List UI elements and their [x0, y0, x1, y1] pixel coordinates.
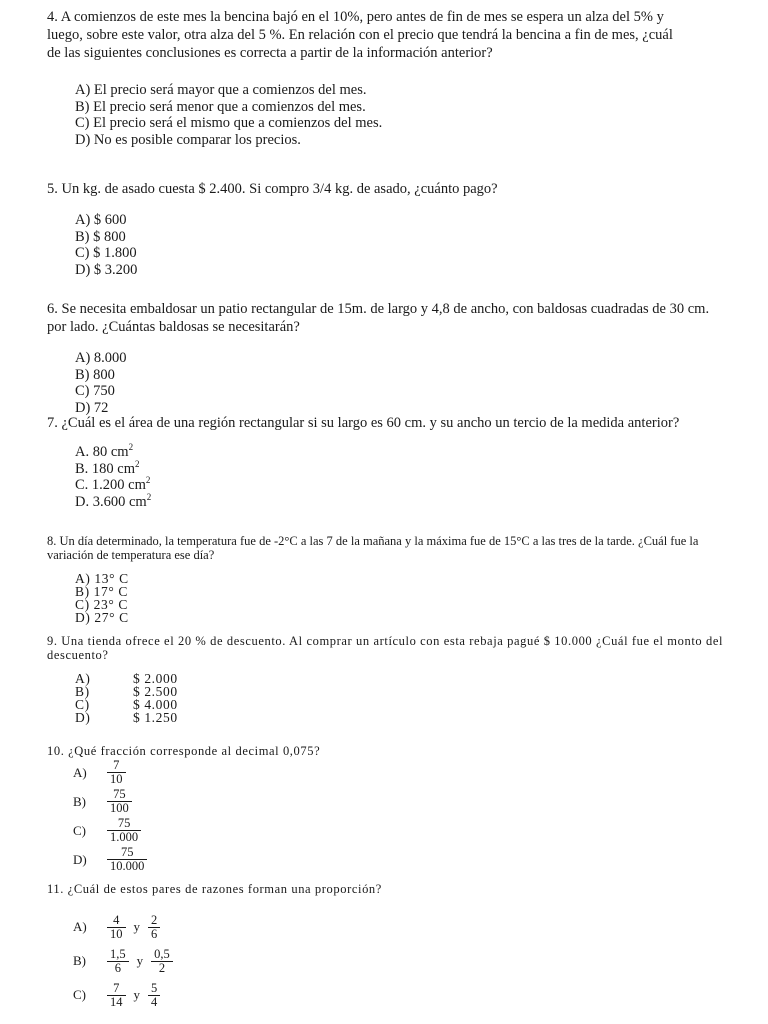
question-11-options — [47, 910, 547, 1012]
question-8-options — [47, 572, 737, 624]
question-9-options — [47, 672, 737, 724]
option-c[interactable]: C) $ 1.800 — [75, 245, 137, 261]
option-d[interactable]: D) No es posible comparar los precios. — [75, 131, 301, 148]
option-c[interactable]: C) $\frac{7}{14}$ y $\frac{5}{4}$ — [73, 978, 547, 1012]
question-6-options — [47, 350, 727, 416]
fraction: $\frac{0,5}{2}$ — [151, 948, 173, 975]
question-11 — [47, 882, 547, 1012]
option-b[interactable]: B. 180 $cm^2$ — [75, 458, 140, 477]
question-5-options — [47, 212, 707, 278]
question-4-options — [47, 82, 687, 148]
question-4 — [47, 8, 687, 148]
question-11-stem: 11. ¿Cuál de estos pares de razones forman una proporción? — [47, 882, 382, 896]
option-b[interactable]: B) 800 — [75, 366, 115, 383]
option-a[interactable]: A) 8.000 — [75, 350, 127, 366]
question-7 — [47, 414, 765, 510]
question-5-stem: 5. Un kg. de asado cuesta $ 2.400. Si compro 3/4 kg. de asado, ¿cuánto pago? — [47, 181, 498, 197]
option-a[interactable]: A) $\frac{7}{10}$ — [73, 758, 547, 787]
option-c[interactable]: C) $ 4.000 — [75, 697, 178, 712]
option-c[interactable]: C) $\frac{75}{1.000}$ — [73, 816, 547, 845]
option-a[interactable]: A. 80 $cm^2$ — [75, 442, 134, 460]
option-d[interactable]: D) $\frac{75}{10.000}$ — [73, 845, 547, 874]
question-7-options — [47, 444, 765, 510]
option-a[interactable]: A) $\frac{4}{10}$ y $\frac{2}{6}$ — [73, 910, 547, 944]
question-10 — [47, 744, 547, 874]
option-c[interactable]: C) El precio será el mismo que a comienzos del mes. — [75, 115, 383, 131]
option-d[interactable]: D) 72 — [75, 399, 109, 416]
fraction: $\frac{5}{4}$ — [148, 982, 160, 1009]
option-a[interactable]: A) El precio será mayor que a comienzos del mes. — [75, 82, 367, 98]
question-4-stem: 4. A comienzos de este mes la bencina bajó en el 10%, pero antes de fin de mes se espera un alza del 5% y luego, sobre este valor, otra alza del 5 %. En relación con el precio que tendrá la bencina a fin de mes, ¿cuál de las siguientes conclusiones es correcta a partir de la información anterior? — [47, 9, 673, 61]
option-d[interactable]: D) $ 3.200 — [75, 261, 138, 278]
option-c[interactable]: C) 23° C — [75, 597, 128, 612]
option-b[interactable]: B) El precio será menor que a comienzos del mes. — [75, 98, 366, 115]
question-9 — [47, 634, 737, 724]
question-8-stem: 8. Un día determinado, la temperatura fue de -2°C a las 7 de la mañana y la máxima fue de 15°C a las tres de la tarde. ¿Cuál fue la variación de temperatura ese día? — [47, 534, 699, 562]
option-b[interactable]: B) 17° C — [75, 584, 128, 599]
option-b[interactable]: B) $\frac{1,5}{6}$ y $\frac{0,5}{2}$ — [73, 944, 547, 978]
question-8 — [47, 534, 737, 624]
fraction: $\frac{75}{100}$ — [107, 788, 132, 815]
fraction: $\frac{7}{10}$ — [107, 759, 126, 786]
question-6 — [47, 300, 727, 416]
question-9-stem: 9. Una tienda ofrece el 20 % de descuento. Al comprar un artículo con esta rebaja pagué $ 10.000 ¿Cuál fue el monto del descuento? — [47, 634, 724, 662]
option-d[interactable]: D) $ 1.250 — [75, 710, 178, 725]
question-10-stem: 10. ¿Qué fracción corresponde al decimal 0,075? — [47, 744, 321, 758]
option-d[interactable]: D. 3.600 $cm^2$ — [75, 491, 152, 510]
option-c[interactable]: C) 750 — [75, 383, 115, 399]
option-d[interactable]: D) 27° C — [75, 610, 129, 625]
question-10-options — [47, 758, 547, 874]
fraction: $\frac{7}{14}$ — [107, 982, 126, 1009]
question-5 — [47, 180, 707, 278]
option-b[interactable]: B) $ 800 — [75, 228, 126, 245]
option-b[interactable]: B) $\frac{75}{100}$ — [73, 787, 547, 816]
option-b[interactable]: B) $ 2.500 — [75, 684, 178, 699]
fraction: $\frac{75}{10.000}$ — [107, 846, 147, 873]
option-a[interactable]: A) 13° C — [75, 571, 129, 586]
fraction: $\frac{2}{6}$ — [148, 914, 160, 941]
fraction: $\frac{1,5}{6}$ — [107, 948, 129, 975]
fraction: $\frac{75}{1.000}$ — [107, 817, 141, 844]
fraction: $\frac{4}{10}$ — [107, 914, 126, 941]
option-c[interactable]: C. 1.200 $cm^2$ — [75, 475, 151, 493]
option-a[interactable]: A) $ 2.000 — [75, 671, 178, 686]
option-a[interactable]: A) $ 600 — [75, 212, 127, 228]
question-6-stem: 6. Se necesita embaldosar un patio rectangular de 15m. de largo y 4,8 de ancho, con baldosas cuadradas de 30 cm. por lado. ¿Cuántas baldosas se necesitarán? — [47, 301, 710, 335]
question-7-stem: 7. ¿Cuál es el área de una región rectangular si su largo es 60 cm. y su ancho un tercio de la medida anterior? — [47, 415, 680, 431]
